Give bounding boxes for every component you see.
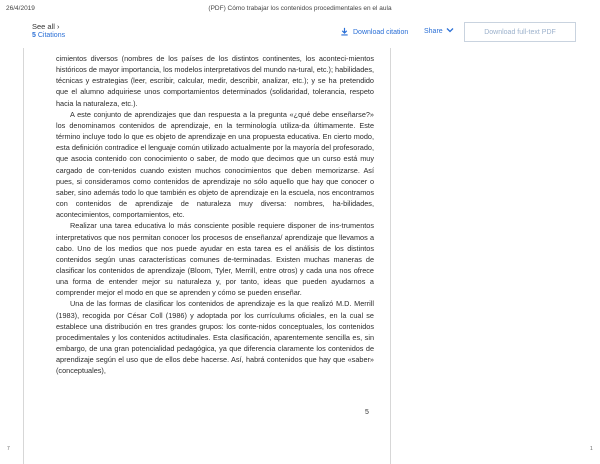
citations-label: Citations	[37, 32, 66, 39]
footer-left-mark: 7	[7, 446, 10, 452]
share-label: Share	[424, 27, 443, 35]
download-citation-label: Download citation	[353, 29, 409, 36]
paragraph-4: Una de las formas de clasificar los contenidos de aprendizaje es la que realizó M.D. Merrill (1983), recogida por César Coll (1986) y adoptada por los currículums oficiales, en la cual se establece una distribución en tres grandes grupos: los conte-nidos conceptuales, los contenidos procedimentales y los contenidos actitudinales. Esta clasificación, aparentemente sencilla es, sin embargo, de una gran potencialidad pedagógica, ya que diferencia claramente los contenidos de aprendizaje según el uso que de ellos debe hacerse. Así, habrá contenidos que hay que «saber» (conceptuales),	[56, 299, 374, 376]
page-left-border	[23, 48, 24, 464]
download-full-text-label: Download full-text PDF	[484, 28, 556, 36]
paragraph-1: cimientos diversos (nombres de los países de los distintos continentes, los aconteci-mientos históricos de mayor importancia, los modelos interpretativos del mundo na-tural, etc.); habilidades, técnicas y estrategias (leer, escribir, calcular, medir, describir, analizar, etc.); y se ha pretendido que el alumno adquiriese unos comportamientos determinados (solidaridad, tolerancia, respeto hacia la naturaleza, etc.).	[56, 54, 374, 108]
see-all-link[interactable]: See all ›	[32, 22, 60, 31]
download-full-text-button[interactable]	[464, 22, 576, 42]
chevron-down-icon	[446, 27, 454, 35]
citations-count: 5	[32, 32, 36, 39]
paragraph-3: Realizar una tarea educativa lo más consciente posible requiere disponer de ins-trumentos interpretativos que nos permitan conocer los procesos de enseñanza/ aprendizaje que llevamos a cabo. Uno de los medios que nos puede ayudar en esta tarea es el análisis de los distintos contenidos según unas características comunes de-terminadas. Existen muchas maneras de clasificar los contenidos de aprendizaje (Bloom, Tyler, Merrill, entre otros) y cada una nos ofrece una forma de entender mejor su naturaleza y, por tanto, ideas que pueden ayudarnos a comprender mejor el modo en que se aprenden y cómo se pueden enseñar.	[56, 221, 374, 298]
document-page	[56, 53, 374, 377]
print-title: (PDF) Cómo trabajar los contenidos procedimentales en el aula	[208, 5, 392, 12]
print-date: 26/4/2019	[6, 5, 35, 12]
toolbar	[0, 18, 600, 48]
page-number: 5	[365, 409, 369, 416]
share-button[interactable]	[424, 27, 454, 35]
download-citation-button[interactable]	[340, 27, 408, 38]
paragraph-2: A este conjunto de aprendizajes que dan respuesta a la pregunta «¿qué debe enseñarse?» los denominamos contenidos de aprendizaje, en la terminología utiliza-da últimamente. Este término incluye todo lo que es objeto de aprendizaje en una propuesta educativa. En cierto modo, esta definición contradice el lenguaje común utilizado actualmente por la mayoría del profesorado, que asocia contenido con conocimiento o saber, de modo que decimos que un curso está muy cargado de con-tenidos cuando existen muchos conocimientos que deben memorizarse. Así pues, si consideramos como contenidos de aprendizaje no sólo aquello que hay que conocer o saber, sino además todo lo que también es objeto de aprendizaje en la escuela, nos encontramos con contenidos de aprendizaje de naturaleza muy diversa: nombres, ha-bilidades, acontecimientos, comportamientos, etc.	[56, 109, 374, 220]
citations-link[interactable]	[32, 32, 65, 39]
download-icon	[340, 27, 349, 38]
footer-right-mark: 1	[590, 446, 593, 452]
page-right-border	[390, 48, 391, 464]
